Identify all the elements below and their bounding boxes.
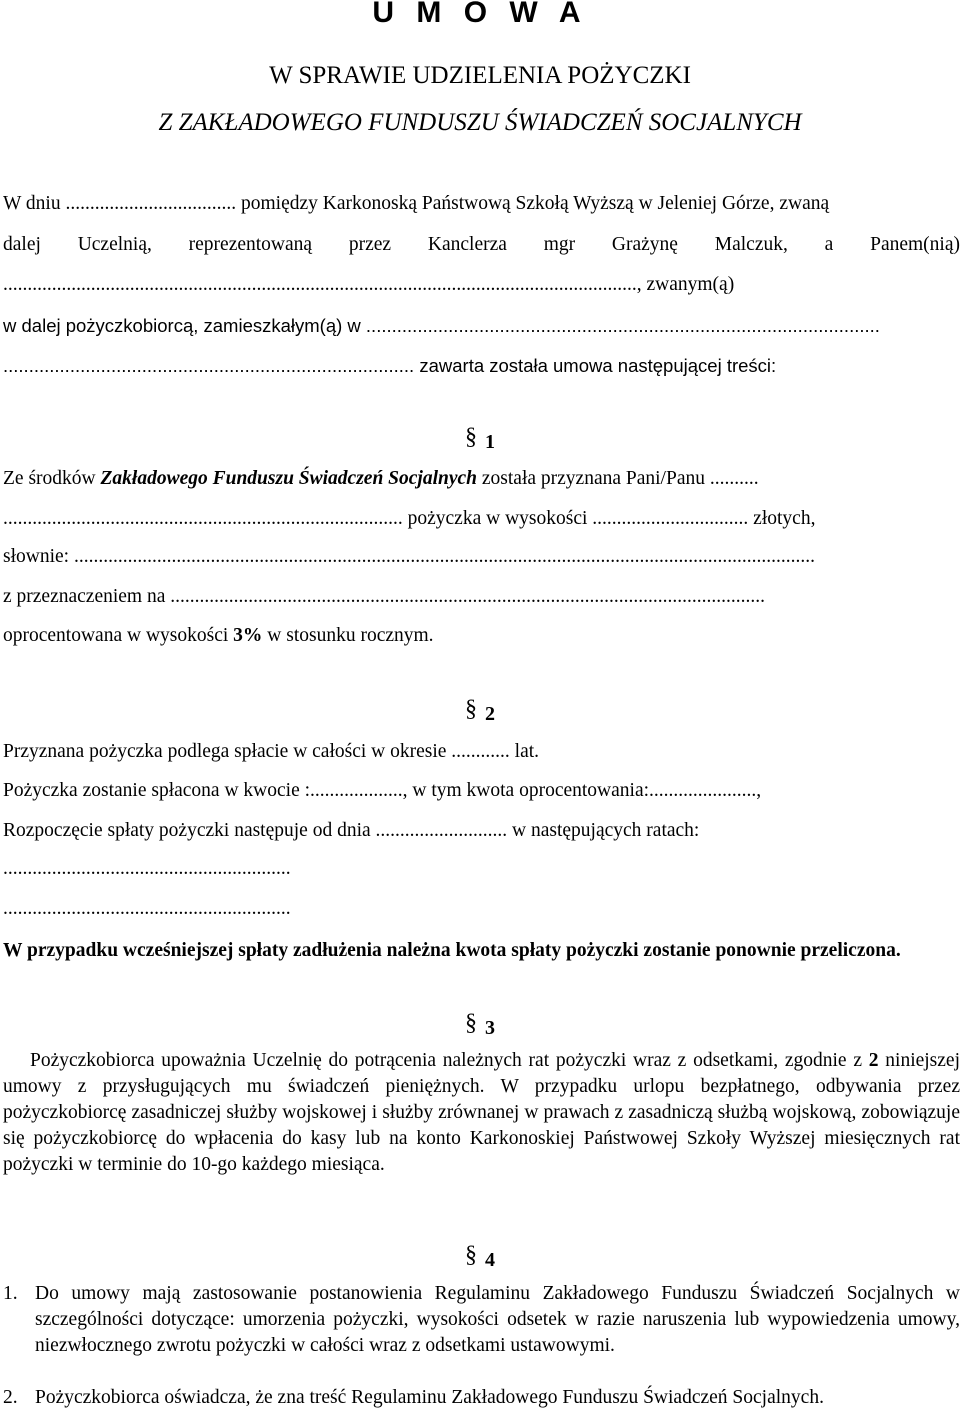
s1-line-3	[3, 545, 960, 569]
s1-text: została przyznana Pani/Panu	[477, 468, 710, 489]
intro-line-1	[3, 192, 960, 216]
intro-text: pomiędzy Karkonoską Państwową Szkołą Wyższą w Jeleniej Górze, zwaną	[236, 193, 830, 214]
amount-words-blank: ........................................................................................................................................................	[73, 546, 815, 567]
section-symbol: §	[465, 696, 477, 722]
fund-name: Zakładowego Funduszu Świadczeń Socjalnych	[100, 468, 478, 489]
intro-line-4	[3, 314, 960, 338]
section-1-heading	[0, 424, 960, 455]
date-blank: ...................................	[65, 193, 237, 214]
amount-blank: ................................	[592, 508, 749, 529]
intro-text: , zwanym(ą)	[636, 274, 735, 295]
s2-text: Pożyczka zostanie spłacona w kwocie :	[3, 780, 311, 801]
section-number: 2	[485, 703, 495, 725]
s1-line-1	[3, 467, 960, 491]
section-4-heading	[0, 1242, 960, 1273]
s4-list-item	[3, 1385, 960, 1411]
section-symbol: §	[465, 1242, 477, 1268]
list-item-text: Do umowy mają zastosowanie postanowienia Regulaminu Zakładowego Funduszu Świadczeń Socjalnych w szczególności dotyczące: umorzenia pożyczki, wysokości odsetek w razie naruszenia lub wypowiedzenia umowy, niezwłocznego zwrotu pożyczki w całości wraz z odsetkami ustawowymi.	[35, 1283, 960, 1356]
s1-line-4	[3, 585, 960, 609]
installments-blank-1: ...........................................................	[3, 858, 291, 879]
section-3-heading	[0, 1010, 960, 1041]
s3-text: Pożyczkobiorca upoważnia Uczelnię do potrącenia należnych rat pożyczki wraz z odsetkami, zgodnie z	[30, 1050, 869, 1071]
s3-paragraph	[3, 1048, 960, 1178]
list-item-number: 2.	[3, 1387, 18, 1408]
document-subtitle-2: Z ZAKŁADOWEGO FUNDUSZU ŚWIADCZEŃ SOCJALNYCH	[158, 109, 802, 136]
section-symbol: §	[465, 424, 477, 450]
recipient-blank: ..................................................................................	[3, 508, 403, 529]
s3-text: niniejszej umowy z przysługujących mu świadczeń pieniężnych. W przypadku urlopu bezpłatnego, odbywania przez pożyczkobiorcę zasadniczej służby wojskowej i służby zrównanej w prawach z zasadniczą służbą wojskową, zobowiązuje się pożyczkobiorcę do wpłacenia do kasy lub na konto Karkonoskiej Państwowej Szkoły Wyższej miesięcznych rat pożyczki w terminie do 10-go każdego miesiąca.	[3, 1050, 960, 1175]
intro-text: zawarta została umowa następującej treści:	[414, 355, 777, 376]
s1-line-5	[3, 624, 960, 648]
section-2-heading	[0, 696, 960, 727]
purpose-blank: ..........................................................................................................................	[170, 586, 766, 607]
s2-line-3: Rozpoczęcie spłaty pożyczki następuje od dnia ........................... w następujących ratach:	[3, 820, 700, 841]
document-title: U M O W A	[372, 0, 588, 29]
intro-text: w dalej pożyczkobiorcą, zamieszkałym(ą) w	[3, 315, 366, 336]
s2-text: , w tym kwota oprocentowania:	[402, 780, 650, 801]
document-subtitle-1: W SPRAWIE UDZIELENIA POŻYCZKI	[269, 62, 691, 89]
s1-text: z przeznaczeniem na	[3, 586, 171, 607]
interest-rate: 3%	[233, 625, 263, 646]
address-blank: ....................................................................................................	[365, 315, 880, 336]
section-reference: 2	[868, 1050, 879, 1071]
borrower-name-blank: ..................................................................................................................................	[3, 274, 637, 295]
s1-text: oprocentowana w wysokości	[3, 625, 234, 646]
s1-text: pożyczka w wysokości	[402, 508, 593, 529]
section-number: 4	[485, 1249, 495, 1271]
s2-text: ,	[756, 780, 762, 801]
early-repayment-notice: W przypadku wcześniejszej spłaty zadłużenia należna kwota spłaty pożyczki zostanie ponownie przeliczona.	[3, 940, 901, 961]
section-number: 1	[485, 431, 495, 453]
interest-amount-blank: ......................	[649, 780, 757, 801]
s2-line-1: Przyznana pożyczka podlega spłacie w całości w okresie ............ lat.	[3, 741, 540, 762]
s1-text: złotych,	[748, 508, 816, 529]
s1-text: Ze środków	[3, 468, 101, 489]
s1-line-2	[3, 507, 960, 531]
installments-blank-2: ...........................................................	[3, 898, 291, 919]
intro-line-3	[3, 273, 960, 297]
intro-line-5	[3, 354, 960, 378]
section-symbol: §	[465, 1010, 477, 1036]
list-item-text: Pożyczkobiorca oświadcza, że zna treść Regulaminu Zakładowego Funduszu Świadczeń Socjalnych.	[35, 1387, 824, 1408]
repayment-amount-blank: ...................	[310, 780, 403, 801]
section-number: 3	[485, 1017, 495, 1039]
s1-text: w stosunku rocznym.	[262, 625, 434, 646]
recipient-blank: ..........	[709, 468, 759, 489]
s2-line-2	[3, 779, 960, 803]
list-item-number: 1.	[3, 1283, 18, 1304]
address-blank: ................................................................................	[3, 355, 415, 376]
s4-list-item	[3, 1281, 960, 1385]
intro-text: W dniu	[3, 193, 66, 214]
intro-line-2: dalej Uczelnią, reprezentowaną przez Kanclerza mgr Grażynę Malczuk, a Panem(nią)	[3, 234, 960, 255]
s1-text: słownie:	[3, 546, 74, 567]
